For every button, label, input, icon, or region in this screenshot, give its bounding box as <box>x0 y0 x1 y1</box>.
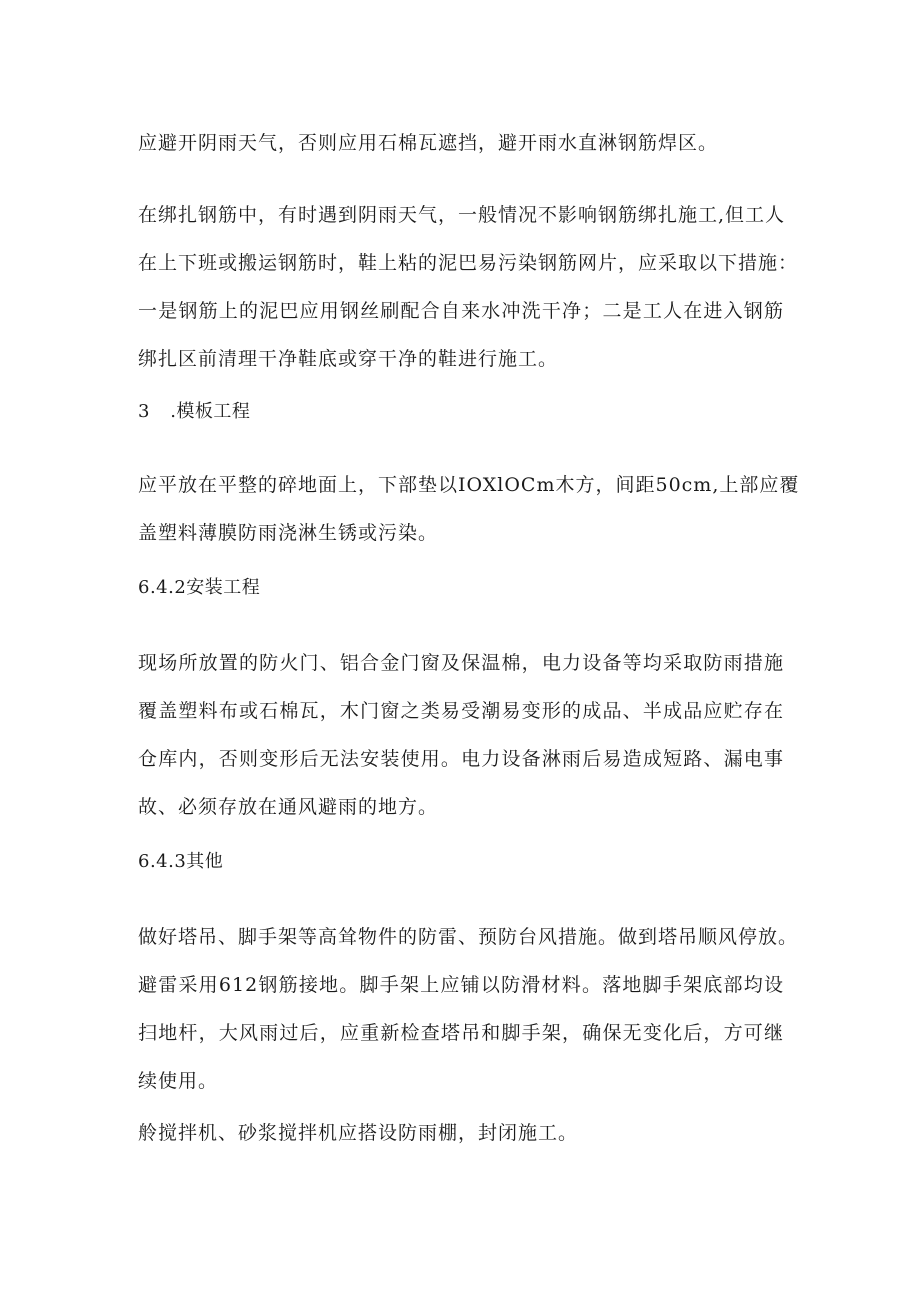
paragraph-text <box>138 251 799 275</box>
paragraph-text: 故、必须存放在通风避雨的地方。 <box>138 796 439 818</box>
paragraph-text: 续使用。 <box>138 1070 219 1092</box>
section-heading: 6.4.3其他 <box>138 851 224 872</box>
paragraph-line: 应平放在平整的碎地面上，下部垫以IOXlOCm木方，间距50cm,上部应覆 <box>138 474 800 496</box>
paragraph-line: 一是钢筋上的泥巴应用钢丝刷配合自来水冲洗干净；二是工人在进入钢筋 <box>138 300 784 322</box>
paragraph-text: 应避开阴雨天气，否则应用石棉瓦遮挡，避开雨水直淋钢筋焊区。 <box>138 132 719 154</box>
paragraph-line: 避雷采用612钢筋接地。脚手架上应铺以防滑材料。落地脚手架底部均设 <box>138 974 784 996</box>
paragraph-line: 做好塔吊、脚手架等高耸物件的防雷、预防台风措施。做到塔吊顺风停放。 <box>138 926 799 948</box>
paragraph-text: 绑扎区前清理干净鞋底或穿干净的鞋进行施工。 <box>138 348 559 370</box>
paragraph-line: 覆盖塑料布或石棉瓦，木门窗之类易受潮易变形的成品、半成品应贮存在 <box>138 700 784 722</box>
paragraph-line: 扫地杆，大风雨过后，应重新检查塔吊和脚手架，确保无变化后，方可继 <box>138 1022 784 1044</box>
paragraph-text <box>138 973 784 997</box>
paragraph-text: 舲搅拌机、砂浆搅拌机应搭设防雨棚，封闭施工。 <box>138 1122 579 1144</box>
paragraph-text <box>138 699 784 723</box>
heading-number: 3 <box>138 401 150 422</box>
paragraph-line: 现场所放置的防火门、铝合金门窗及保温棉，电力设备等均采取防雨措施 <box>138 652 784 674</box>
paragraph-text <box>138 651 784 675</box>
paragraph-line: 仓库内，否则变形后无法安装使用。电力设备淋雨后易造成短路、漏电事 <box>138 748 784 770</box>
paragraph-text <box>138 747 784 771</box>
paragraph-line: 在上下班或搬运钢筋时，鞋上粘的泥巴易污染钢筋网片，应采取以下措施： <box>138 252 799 274</box>
paragraph-text <box>138 925 799 949</box>
paragraph-text <box>138 203 784 227</box>
heading-title: .模板工程 <box>170 401 251 422</box>
section-heading <box>138 400 250 424</box>
paragraph-line: 在绑扎钢筋中，有时遇到阴雨天气，一般情况不影响钢筋绑扎施工,但工人 <box>138 204 786 226</box>
paragraph-text: 盖塑料薄膜防雨浇淋生锈或污染。 <box>138 522 439 544</box>
section-heading: 6.4.2安装工程 <box>138 577 261 598</box>
paragraph-text <box>138 473 800 497</box>
paragraph-text <box>138 1021 784 1045</box>
paragraph-text <box>138 299 784 323</box>
